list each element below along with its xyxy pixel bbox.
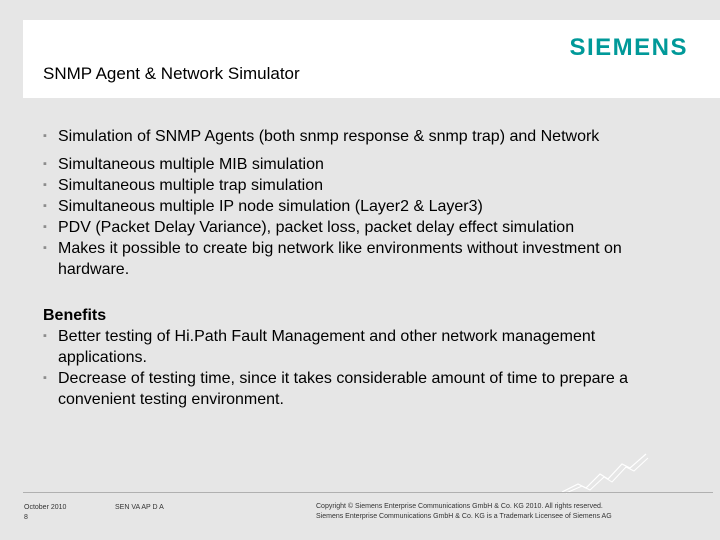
footer-copyright [316, 502, 706, 522]
copyright-line-1: Copyright © Siemens Enterprise Communications GmbH & Co. KG 2010. All rights reserved. [316, 503, 603, 510]
list-item: ▪ Simultaneous multiple IP node simulation (Layer2 & Layer3) [43, 196, 683, 217]
footer-divider [23, 492, 713, 493]
footer-department: SEN VA AP D A [115, 504, 164, 511]
copyright-line-2: Siemens Enterprise Communications GmbH & Co. KG is a Trademark Licensee of Siemens AG [316, 513, 612, 520]
decorative-line-graphic-icon [560, 452, 650, 494]
list-item: ▪ Makes it possible to create big network like environments without investment on hardware. [43, 238, 683, 280]
benefits-list [43, 326, 683, 410]
feature-list [43, 126, 683, 280]
list-item: ▪ Better testing of Hi.Path Fault Management and other network management applications. [43, 326, 683, 368]
header-bar [23, 20, 720, 98]
list-item: ▪ Simultaneous multiple trap simulation [43, 175, 683, 196]
list-item: ▪ Decrease of testing time, since it takes considerable amount of time to prepare a convenient testing environment. [43, 368, 683, 410]
list-item: ▪ PDV (Packet Delay Variance), packet loss, packet delay effect simulation [43, 217, 683, 238]
slide-content [43, 126, 683, 410]
page-number: 8 [24, 514, 28, 521]
list-item: ▪ Simultaneous multiple MIB simulation [43, 154, 683, 175]
page-title: SNMP Agent & Network Simulator [43, 64, 300, 83]
list-item: ▪ Simulation of SNMP Agents (both snmp response & snmp trap) and Network [43, 126, 683, 147]
benefits-heading: Benefits [43, 307, 107, 324]
footer-date-block [24, 503, 66, 523]
footer-date: October 2010 [24, 504, 67, 511]
siemens-logo: SIEMENS [569, 34, 688, 61]
